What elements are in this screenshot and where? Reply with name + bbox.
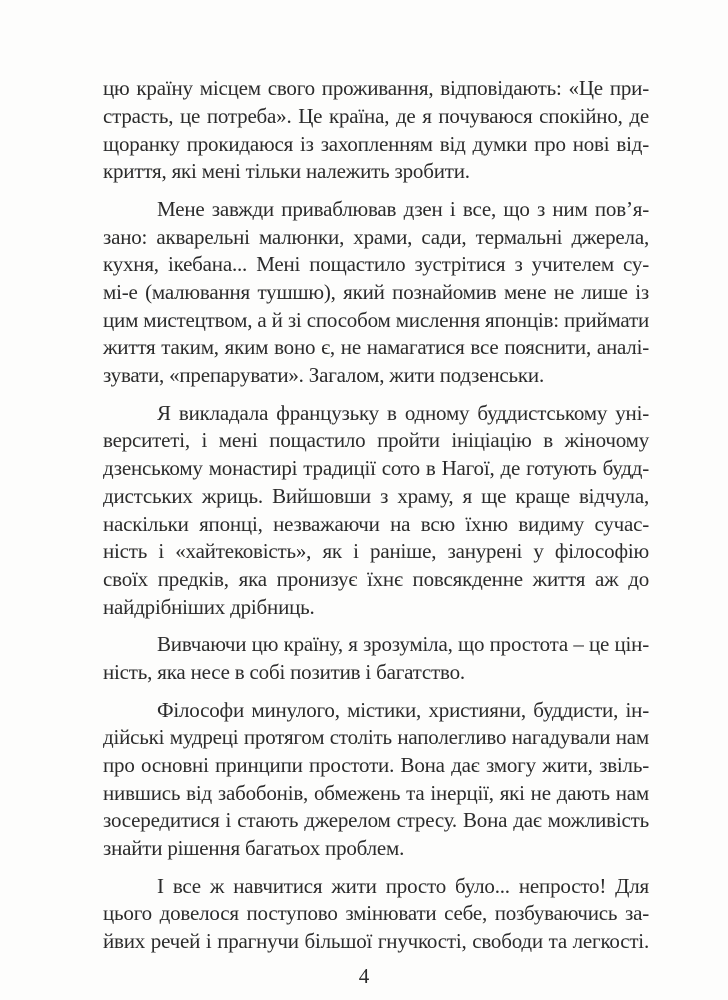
- text-line: йвих речей і прагнучи більшої гнучкості, свободи та легкості.: [103, 929, 649, 953]
- text-line: цього довелося поступово змінювати себе, позбуваючись за-: [103, 901, 649, 925]
- text-line: своїх предків, яка пронизує їхнє повсякденне життя аж до: [103, 567, 649, 591]
- text-line: Вивчаючи цю країну, я зрозуміла, що простота – це цін-: [157, 632, 649, 656]
- text-line: наскільки японці, незважаючи на всю їхню видиму сучас-: [103, 512, 649, 536]
- text-line: І все ж навчитися жити просто було... непросто! Для: [157, 874, 649, 898]
- text-line: Я викладала французьку в одному буддистському уні-: [157, 401, 649, 425]
- text-line: зосередитися і стають джерелом стресу. Вона дає можливість: [103, 808, 649, 832]
- text-line: дистських жриць. Вийшовши з храму, я ще краще відчула,: [103, 484, 649, 508]
- text-line: ність, яка несе в собі позитив і багатство.: [103, 660, 465, 684]
- text-line: найдрібніших дрібниць.: [103, 595, 315, 619]
- text-line: цю країну місцем свого проживання, відповідають: «Це при-: [103, 76, 649, 100]
- text-line: щоранку прокидаюся із захопленням від думки про нові від-: [103, 132, 649, 156]
- text-line: ність і «хайтековість», як і раніше, занурені у філософію: [103, 539, 649, 563]
- text-line: мі-е (малювання тушшю), який познайомив мене не лише із: [103, 280, 649, 304]
- text-line: кухня, ікебана... Мені пощастило зустрітися з учителем су-: [103, 252, 649, 276]
- text-line: зано: акварельні малюнки, храми, сади, термальні джерела,: [103, 225, 649, 249]
- text-line: Філософи минулого, містики, християни, буддисти, ін-: [157, 698, 649, 722]
- text-line: Мене завжди приваблював дзен і все, що з ним пов’я-: [157, 197, 649, 221]
- text-line: страсть, це потреба». Це країна, де я почуваюся спокійно, де: [103, 104, 649, 128]
- text-line: дзенському монастирі традиції сото в Нагої, де готують будд-: [103, 456, 649, 480]
- text-line: дійські мудреці протягом століть наполегливо нагадували нам: [103, 725, 649, 749]
- text-line: цим мистецтвом, а й зі способом мислення японців: приймати: [103, 308, 649, 332]
- page-number: 4: [358, 964, 370, 988]
- text-line: верситеті, і мені пощастило пройти ініціацію в жіночому: [103, 428, 649, 452]
- text-line: нившись від забобонів, обмежень та інерції, які не дають нам: [103, 781, 649, 805]
- text-line: життя таким, яким воно є, не намагатися все пояснити, аналі-: [103, 335, 649, 359]
- text-line: криття, які мені тільки належить зробити.: [103, 159, 470, 183]
- text-line: про основні принципи простоти. Вона дає змогу жити, звіль-: [103, 753, 649, 777]
- text-line: знайти рішення багатьох проблем.: [103, 836, 405, 860]
- text-line: зувати, «препарувати». Загалом, жити подзенськи.: [103, 363, 545, 387]
